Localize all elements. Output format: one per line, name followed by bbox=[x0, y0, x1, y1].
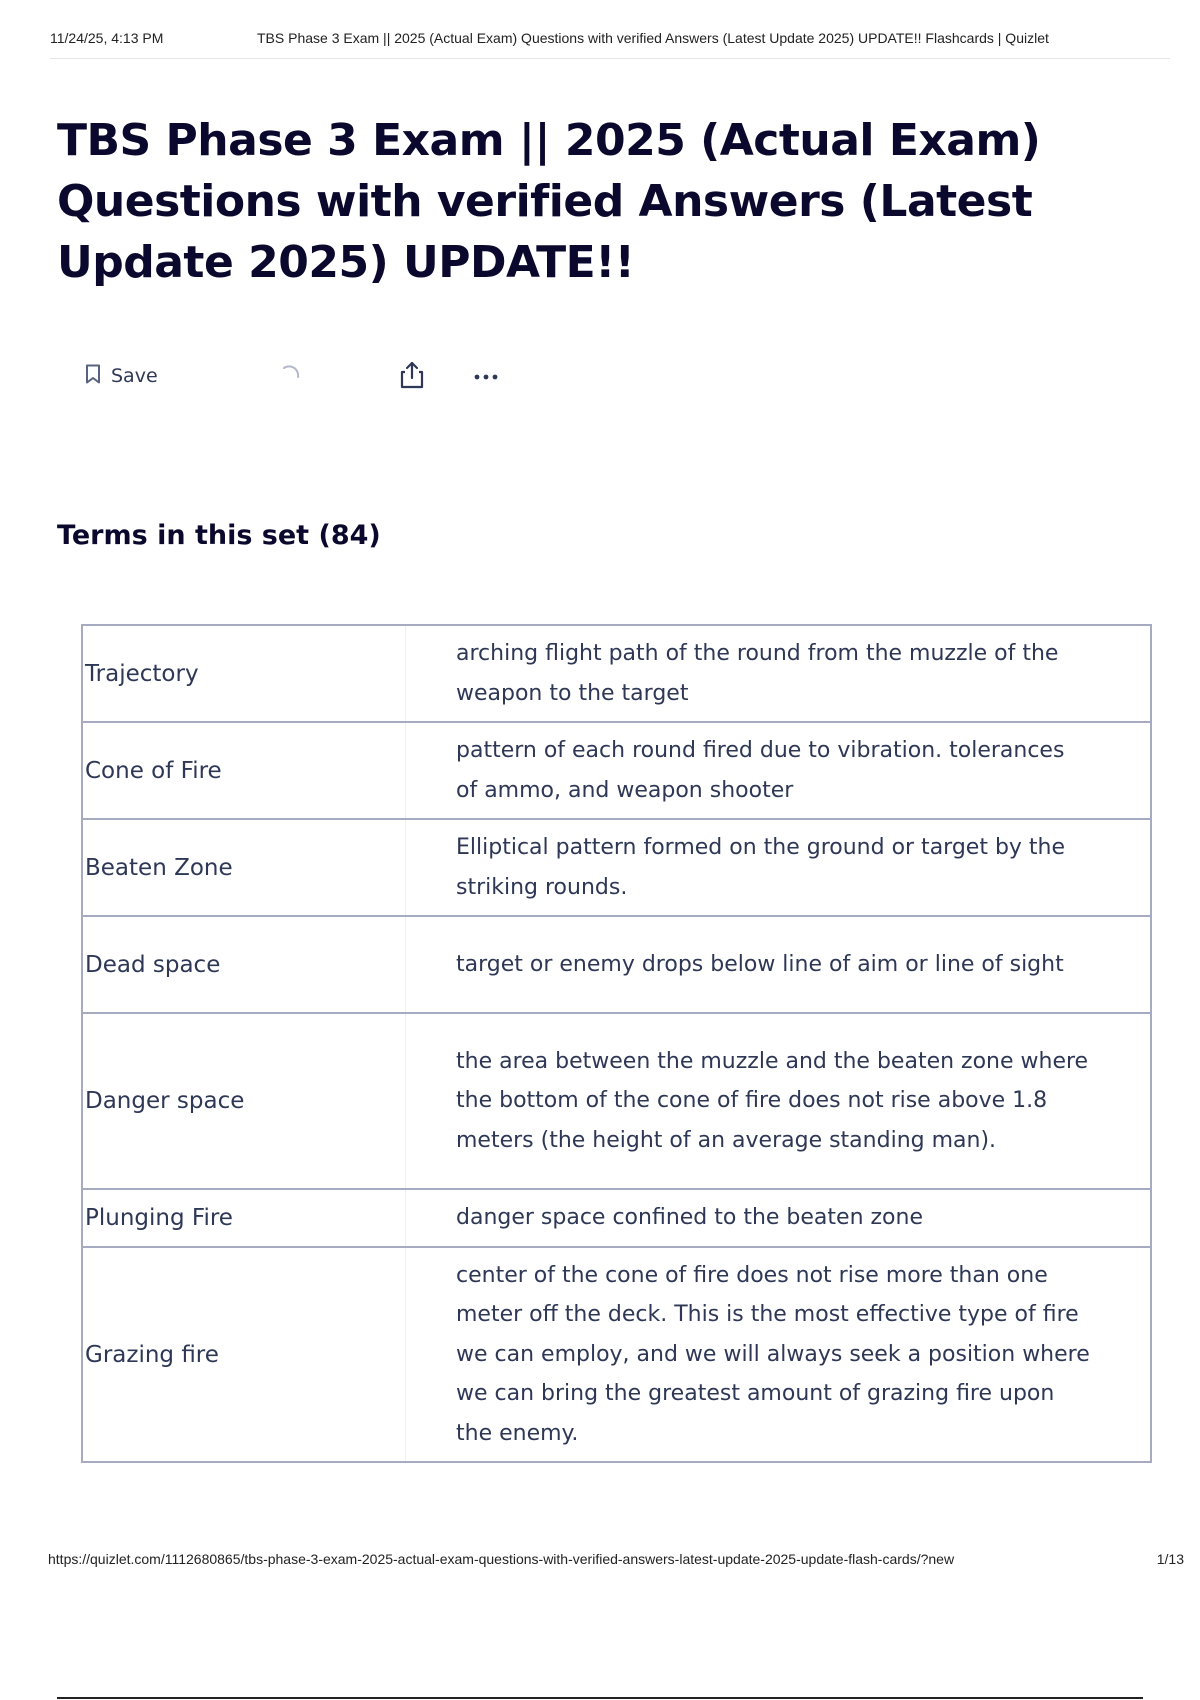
table-row bbox=[82, 1189, 1151, 1247]
term-cell: Danger space bbox=[82, 1013, 406, 1189]
table-row bbox=[82, 819, 1151, 916]
definition-cell: center of the cone of fire does not rise more than one meter off the deck. This is the most effective type of fire we can employ, and we will always seek a position where we can bring the greatest amount of grazing fire upon the enemy. bbox=[406, 1247, 1152, 1462]
page-number: 1/13 bbox=[1156, 1551, 1184, 1567]
definition-cell: Elliptical pattern formed on the ground or target by the striking rounds. bbox=[406, 819, 1152, 916]
table-row bbox=[82, 916, 1151, 1013]
term-cell: Grazing fire bbox=[82, 1247, 406, 1462]
definition-cell: the area between the muzzle and the beaten zone where the bottom of the cone of fire does not rise above 1.8 meters (the height of an average standing man). bbox=[406, 1013, 1152, 1189]
print-header bbox=[50, 30, 1170, 59]
save-label: Save bbox=[111, 365, 158, 387]
table-row bbox=[82, 625, 1151, 722]
print-page-title: TBS Phase 3 Exam || 2025 (Actual Exam) Questions with verified Answers (Latest Update 2025) UPDATE!! Flashcards | Quizlet bbox=[257, 30, 1049, 46]
term-cell: Trajectory bbox=[82, 625, 406, 722]
loading-spinner-icon bbox=[277, 362, 303, 388]
table-row bbox=[82, 1247, 1151, 1462]
definition-cell: target or enemy drops below line of aim or line of sight bbox=[406, 916, 1152, 1013]
print-date: 11/24/25, 4:13 PM bbox=[50, 30, 164, 46]
definition-cell: danger space confined to the beaten zone bbox=[406, 1189, 1152, 1247]
definition-cell: arching flight path of the round from the muzzle of the weapon to the target bbox=[406, 625, 1152, 722]
table-row bbox=[82, 722, 1151, 819]
definition-cell: pattern of each round fired due to vibration. tolerances of ammo, and weapon shooter bbox=[406, 722, 1152, 819]
bookmark-icon bbox=[85, 364, 101, 389]
term-cell: Dead space bbox=[82, 916, 406, 1013]
table-row bbox=[82, 1013, 1151, 1189]
term-cell: Cone of Fire bbox=[82, 722, 406, 819]
page-url: https://quizlet.com/1112680865/tbs-phase-3-exam-2025-actual-exam-questions-with-verified-answers-latest-update-2025-update-flash-cards/?new bbox=[48, 1551, 955, 1567]
share-icon[interactable] bbox=[397, 360, 427, 390]
term-cell: Beaten Zone bbox=[82, 819, 406, 916]
more-options-icon[interactable] bbox=[468, 360, 504, 390]
set-toolbar bbox=[85, 358, 525, 394]
page-title: TBS Phase 3 Exam || 2025 (Actual Exam) Questions with verified Answers (Latest Update 2025) UPDATE!! bbox=[57, 115, 1041, 288]
terms-heading: Terms in this set (84) bbox=[57, 520, 381, 551]
term-cell: Plunging Fire bbox=[82, 1189, 406, 1247]
page-divider bbox=[57, 1697, 1143, 1699]
save-button[interactable] bbox=[85, 358, 158, 394]
terms-table bbox=[81, 624, 1152, 1463]
